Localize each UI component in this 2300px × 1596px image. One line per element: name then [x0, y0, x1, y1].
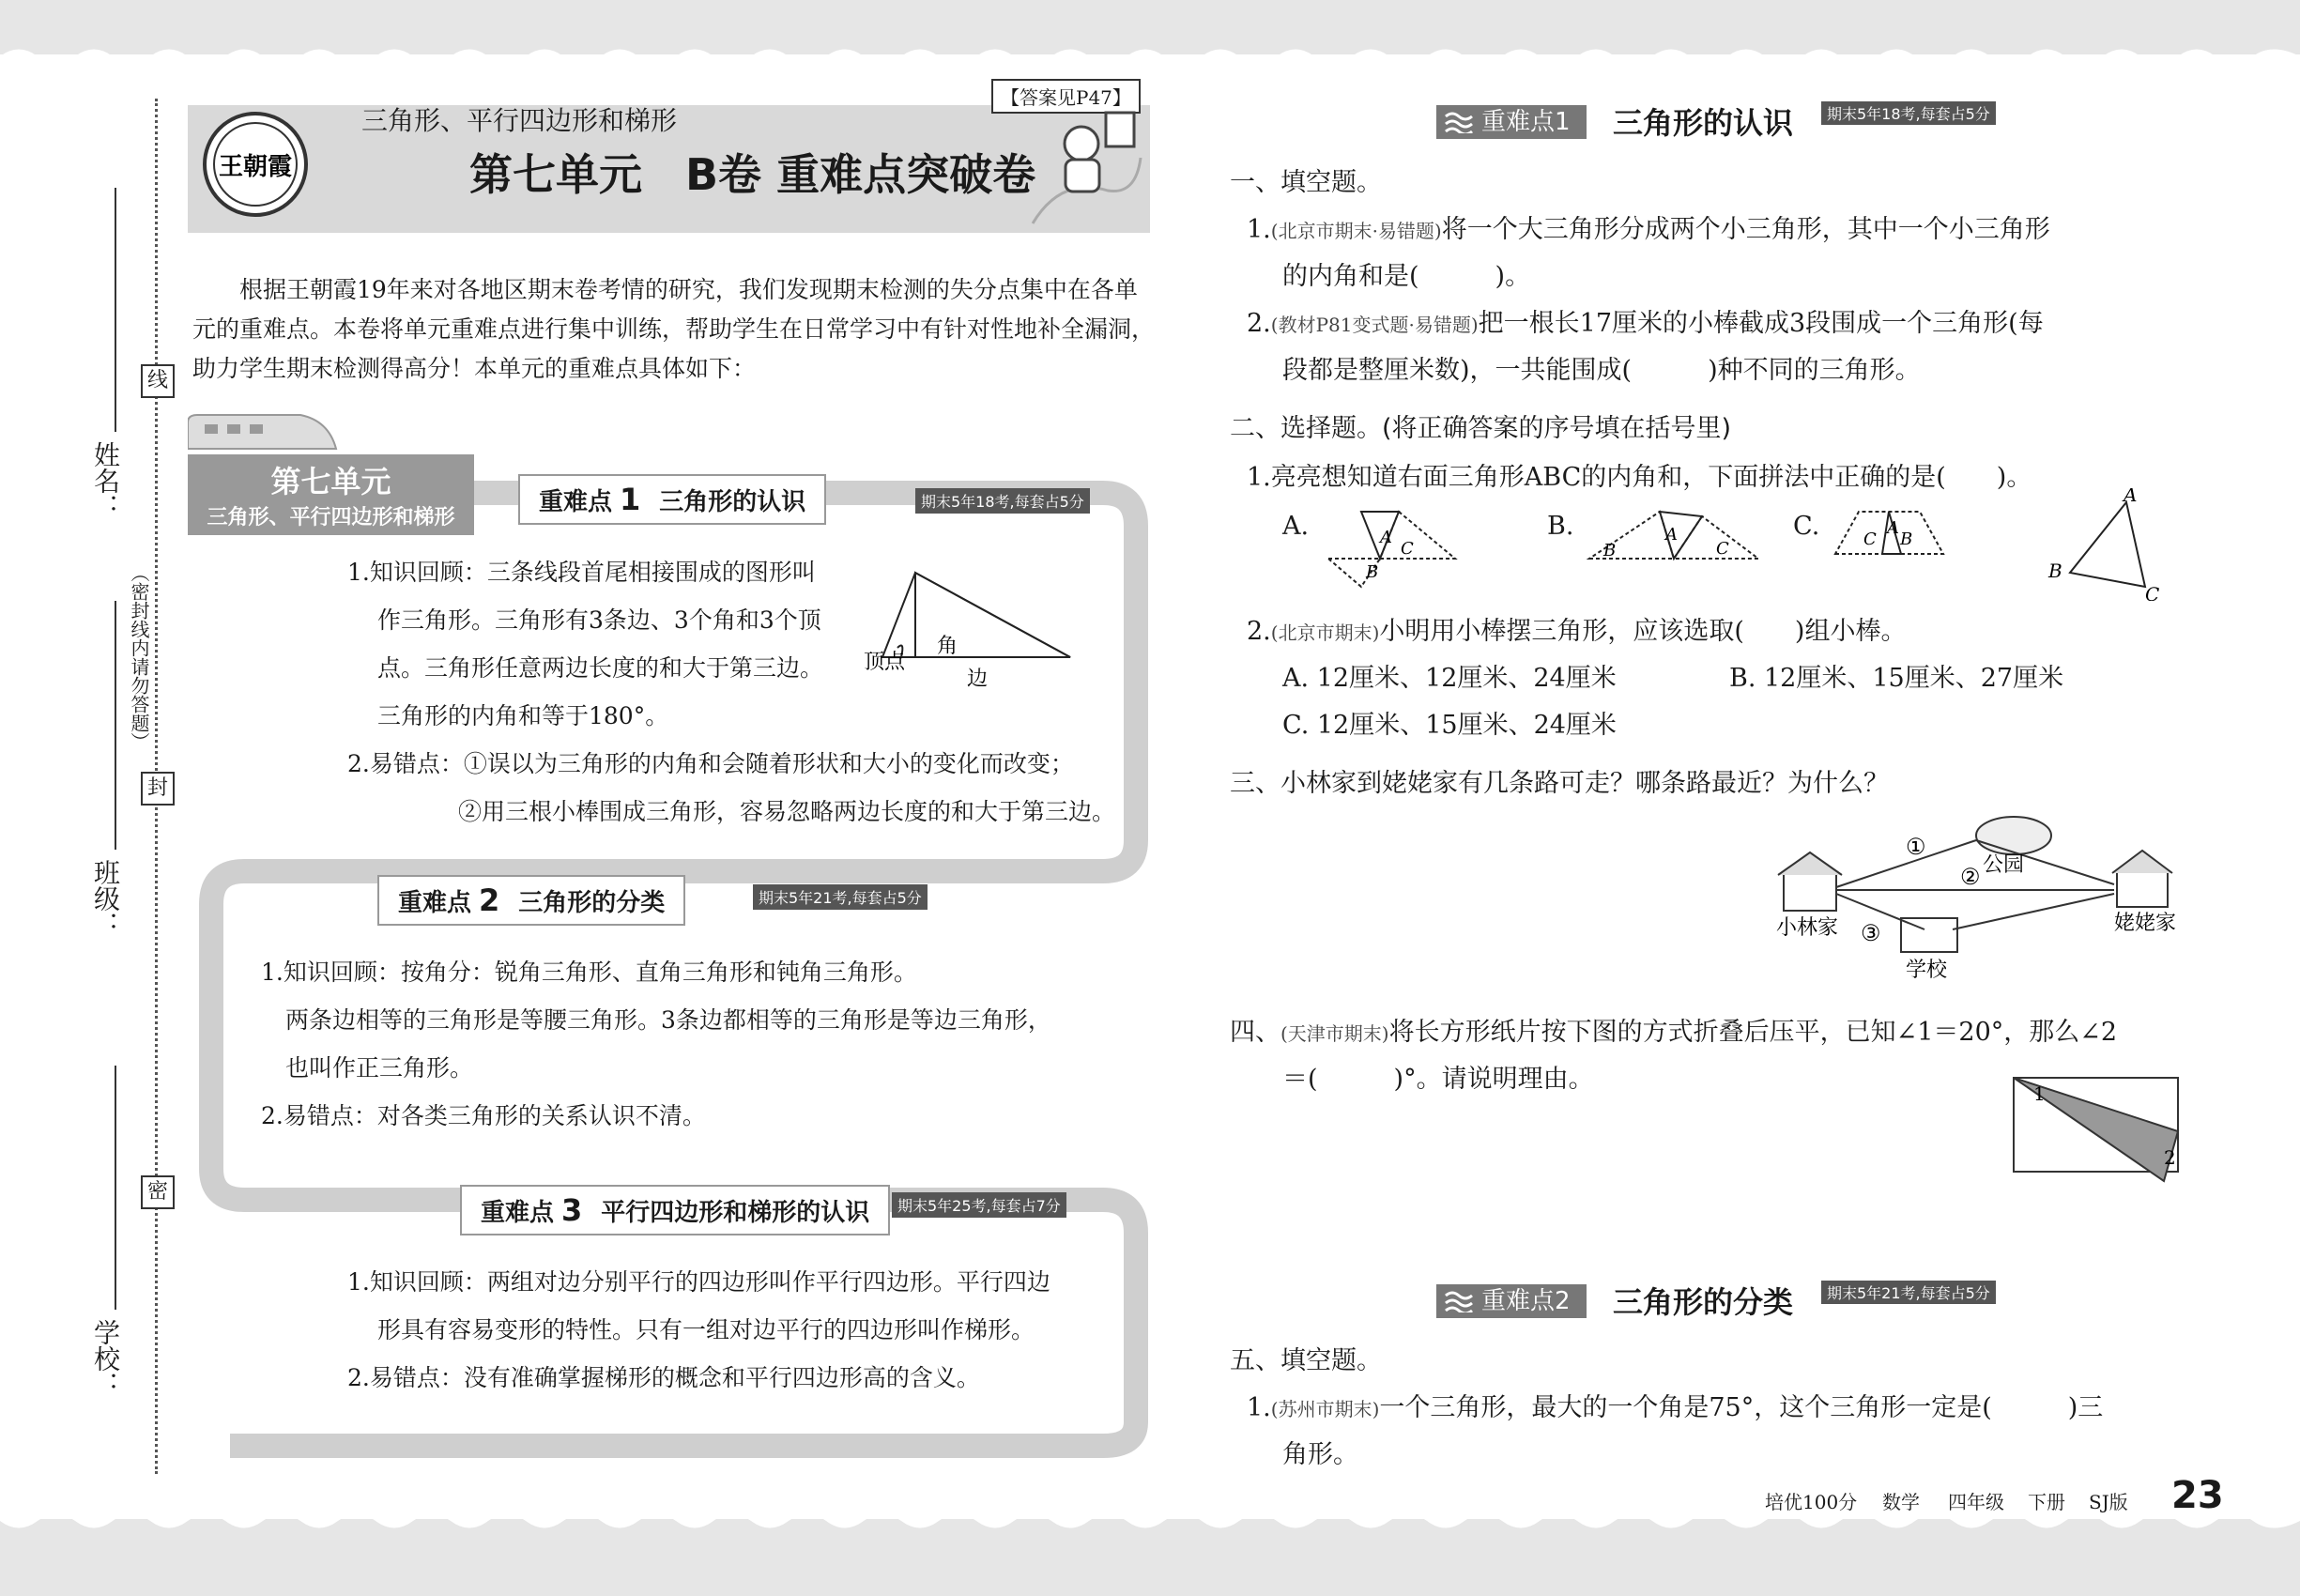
- q-text: 小明用小棒摆三角形，应该选取( )组小棒。: [1379, 617, 1907, 646]
- q-num: 四、: [1230, 1018, 1280, 1047]
- svg-text:B: B: [2048, 560, 2062, 582]
- kp1-line: 点。三角形任意两边长度的和大于第三边。: [377, 654, 824, 682]
- svg-text:公园: 公园: [1983, 853, 2025, 877]
- unit-label-box: [188, 454, 474, 535]
- seal-note: （密封线内请勿答题）: [126, 563, 153, 751]
- answer-reference: 【答案见P47】: [991, 79, 1141, 114]
- q1-1-cont: 的内角和是( )。: [1282, 262, 1531, 291]
- name-label: 姓名：: [90, 441, 121, 520]
- q2-2: [1247, 608, 1906, 656]
- svg-text:C: C: [2145, 583, 2160, 601]
- svg-text:C: C: [1863, 529, 1877, 549]
- section-1-tag: 期末5年18考,每套占5分: [1821, 101, 1996, 125]
- option-b-label: B.: [1547, 512, 1574, 541]
- q2-2-option-b: B. 12厘米、15厘米、27厘米: [1729, 664, 2064, 693]
- q-text: 一个三角形，最大的一个角是75°，这个三角形一定是( )三: [1379, 1393, 2104, 1422]
- svg-text:2: 2: [2164, 1146, 2176, 1169]
- option-b-figure: [1585, 507, 1763, 573]
- keypoint-1-label: 重难点: [539, 488, 613, 516]
- keypoint-3-text: [347, 1258, 1050, 1402]
- svg-text:学校: 学校: [1906, 959, 1948, 982]
- svg-text:A: A: [1665, 525, 1678, 545]
- keypoint-1-name: 三角形的认识: [659, 488, 806, 516]
- svg-text:顶点: 顶点: [864, 651, 906, 674]
- kp2-line: 两条边相等的三角形是等腰三角形。3条边都相等的三角形是等边三角形，: [285, 1006, 1051, 1034]
- section-2-name: 三角形的分类: [1613, 1284, 1794, 1320]
- option-a-label: A.: [1282, 512, 1310, 541]
- kp1-line: 作三角形。三角形有3条边、3个角和3个顶: [377, 606, 821, 634]
- footer-subject: 数学: [1882, 1491, 1920, 1513]
- svg-text:A: A: [1380, 528, 1392, 547]
- unit-title: 第七单元: [270, 464, 391, 499]
- q-num: 1.: [1247, 1393, 1271, 1422]
- q-text: 将长方形纸片按下图的方式折叠后压平，已知∠1＝20°，那么∠2: [1388, 1018, 2118, 1047]
- top-wavy-edge: [0, 38, 2300, 75]
- kp3-line: 2.易错点：没有准确掌握梯形的概念和平行四边形高的含义。: [347, 1364, 980, 1391]
- school-field[interactable]: [115, 1066, 116, 1310]
- keypoint-3-num: 3: [561, 1192, 583, 1228]
- q-source: (教材P81变式题·易错题): [1270, 314, 1479, 336]
- brand-logo: [202, 111, 310, 219]
- svg-text:角: 角: [937, 635, 958, 658]
- seal-box-line: 线: [141, 364, 175, 398]
- class-label: 班级：: [90, 859, 121, 938]
- option-a-figure: [1324, 507, 1464, 591]
- svg-text:1: 1: [2033, 1082, 2046, 1105]
- q-text: 将一个大三角形分成两个小三角形，其中一个小三角形: [1441, 215, 2050, 244]
- q-source: (北京市期末): [1270, 622, 1380, 644]
- q3-text: 三、小林家到姥姥家有几条路可走？哪条路最近？为什么？: [1230, 769, 1889, 798]
- keypoint-3-name: 平行四边形和梯形的认识: [601, 1199, 870, 1227]
- q2-heading: 二、选择题。(将正确答案的序号填在括号里): [1230, 414, 1732, 443]
- q4: [1230, 1009, 2117, 1057]
- q-source: (天津市期末): [1280, 1022, 1389, 1045]
- svg-text:姥姥家: 姥姥家: [2114, 912, 2177, 935]
- svg-text:边: 边: [967, 668, 989, 691]
- triangle-abc-figure: [2037, 488, 2169, 601]
- kp3-line: 形具有容易变形的特性。只有一组对边平行的四边形叫作梯形。: [377, 1316, 1035, 1343]
- name-field[interactable]: [115, 188, 116, 432]
- section-2-badge: 重难点2: [1436, 1284, 1587, 1318]
- keypoint-1-title: [518, 474, 826, 525]
- q4-cont: ＝( )°。请说明理由。: [1282, 1065, 1594, 1094]
- svg-text:B: B: [1366, 562, 1379, 582]
- footer-series: 培优100分: [1765, 1491, 1858, 1513]
- section-1-badge: 重难点1: [1436, 105, 1587, 139]
- keypoint-2-name: 三角形的分类: [518, 889, 666, 917]
- q2-2-option-c: C. 12厘米、15厘米、24厘米: [1282, 711, 1617, 740]
- svg-text:②: ②: [1960, 864, 1981, 890]
- svg-text:C: C: [1716, 539, 1729, 559]
- keypoint-1-tag: 期末5年18考,每套占5分: [915, 488, 1090, 514]
- svg-text:小林家: 小林家: [1776, 916, 1839, 940]
- kp2-line: 也叫作正三角形。: [285, 1054, 474, 1082]
- q-num: 2.: [1247, 309, 1271, 338]
- svg-text:B: B: [1603, 541, 1617, 560]
- kp2-line: 2.易错点：对各类三角形的关系认识不清。: [261, 1102, 706, 1129]
- intro-paragraph: 根据王朝霞19年来对各地区期末卷考情的研究，我们发现期末检测的失分点集中在各单元的重难点。本卷将单元重难点进行集中训练，帮助学生在日常学习中有针对性地补全漏洞，助力学生期末检测得高分！本单元的重难点具体如下：: [192, 276, 1156, 382]
- q1-2: [1247, 300, 2044, 348]
- seal-box-seal: 封: [141, 772, 175, 806]
- wave-icon: [1444, 1290, 1476, 1312]
- kp1-line: 三角形的内角和等于180°。: [377, 702, 669, 729]
- keypoint-3-tag: 期末5年25考,每套占7分: [892, 1192, 1066, 1218]
- option-c-figure: [1831, 507, 1953, 563]
- mascot-illustration: [1023, 101, 1145, 233]
- footer-edition: SJ版: [2089, 1491, 2128, 1513]
- q-text: 把一根长17厘米的小棒截成3段围成一个三角形(每: [1478, 309, 2044, 338]
- school-label: 学校：: [90, 1319, 121, 1398]
- class-field[interactable]: [115, 601, 116, 850]
- kp1-line: ②用三根小棒围成三角形，容易忽略两边长度的和大于第三边。: [458, 798, 1116, 825]
- svg-text:A: A: [1887, 518, 1899, 538]
- q5-1: [1247, 1385, 2103, 1433]
- triangle-figure: [864, 554, 1080, 695]
- svg-text:③: ③: [1861, 920, 1881, 946]
- seal-box-secret: 密: [141, 1175, 175, 1209]
- wave-icon: [1444, 111, 1476, 133]
- keypoint-1-num: 1: [620, 482, 641, 517]
- q-num: 2.: [1247, 617, 1271, 646]
- kp1-line: 2.易错点：①误以为三角形的内角和会随着形状和大小的变化而改变；: [347, 750, 1074, 777]
- q1-2-cont: 段都是整厘米数)，一共能围成( )种不同的三角形。: [1282, 356, 1921, 385]
- footer-grade: 四年级: [1948, 1491, 2004, 1513]
- q1-heading: 一、填空题。: [1230, 168, 1382, 197]
- footer-term: 下册: [2028, 1491, 2065, 1513]
- keypoint-2-text: [261, 948, 1051, 1140]
- folded-paper-figure: [2009, 1070, 2187, 1192]
- q-num: 1.: [1247, 215, 1271, 244]
- unit-subtitle: 三角形、平行四边形和梯形: [207, 506, 455, 529]
- svg-text:C: C: [1401, 539, 1414, 559]
- svg-text:王朝霞: 王朝霞: [218, 153, 293, 181]
- kp2-line: 1.知识回顾：按角分：锐角三角形、直角三角形和钝角三角形。: [261, 959, 917, 986]
- q2-2-option-a: A. 12厘米、12厘米、24厘米: [1282, 664, 1617, 693]
- q5-heading: 五、填空题。: [1230, 1346, 1382, 1375]
- keypoint-3-label: 重难点: [481, 1199, 555, 1227]
- q5-1-cont: 角形。: [1282, 1440, 1358, 1469]
- header-subtitle: 三角形、平行四边形和梯形: [361, 105, 678, 136]
- q-source: (北京市期末·易错题): [1270, 220, 1442, 242]
- page-number: 23: [2171, 1474, 2224, 1517]
- keypoint-3-title: [460, 1185, 890, 1235]
- section-2-tag: 期末5年21考,每套占5分: [1821, 1281, 1996, 1304]
- train-icon: [188, 413, 338, 453]
- route-map: [1774, 807, 2187, 986]
- keypoint-2-num: 2: [479, 882, 500, 918]
- keypoint-2-tag: 期末5年21考,每套占5分: [753, 884, 928, 910]
- keypoint-2-label: 重难点: [398, 889, 472, 917]
- svg-text:①: ①: [1906, 834, 1926, 860]
- kp3-line: 1.知识回顾：两组对边分别平行的四边形叫作平行四边形。平行四边: [347, 1268, 1050, 1296]
- q1-1: [1247, 207, 2050, 254]
- kp1-line: 1.知识回顾：三条线段首尾相接围成的图形叫: [347, 559, 816, 586]
- q-source: (苏州市期末): [1270, 1398, 1380, 1420]
- svg-text:B: B: [1900, 529, 1913, 549]
- section-1-name: 三角形的认识: [1613, 105, 1794, 141]
- option-c-label: C.: [1793, 512, 1820, 541]
- page-title: 第七单元 B卷 重难点突破卷: [469, 149, 1036, 200]
- q2-1: 1.亮亮想知道右面三角形ABC的内角和，下面拼法中正确的是( )。: [1247, 463, 2032, 492]
- svg-text:A: A: [2124, 488, 2138, 506]
- keypoint-2-title: [377, 875, 685, 926]
